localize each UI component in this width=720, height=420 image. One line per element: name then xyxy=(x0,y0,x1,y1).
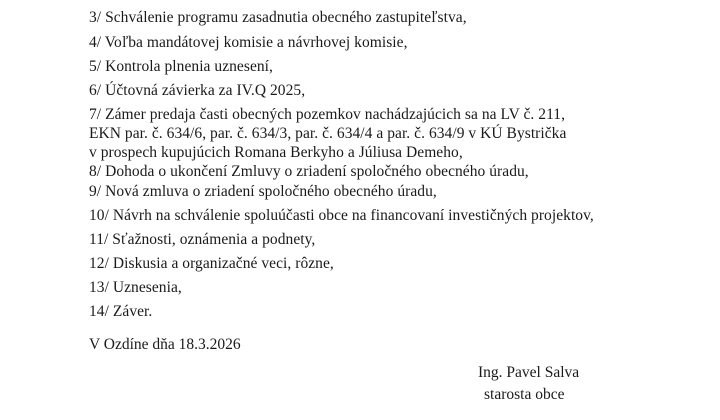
agenda-item-8: 8/ Dohoda o ukončení Zmluvy o zriadení spoločného obecného úradu, xyxy=(89,163,529,180)
agenda-item-12: 12/ Diskusia a organizačné veci, rôzne, xyxy=(89,255,334,272)
agenda-item-7-continued: EKN par. č. 634/6, par. č. 634/3, par. č. 634/4 a par. č. 634/9 v KÚ Bystrička xyxy=(89,125,567,142)
signatory-name: Ing. Pavel Salva xyxy=(478,364,580,381)
agenda-item-5: 5/ Kontrola plnenia uznesení, xyxy=(89,58,273,75)
signatory-role: starosta obce xyxy=(484,386,565,403)
agenda-item-14: 14/ Záver. xyxy=(89,303,153,320)
agenda-item-10: 10/ Návrh na schválenie spoluúčasti obce na financovaní investičných projektov, xyxy=(89,207,594,224)
agenda-item-11: 11/ Sťažnosti, oznámenia a podnety, xyxy=(89,231,316,248)
agenda-item-13: 13/ Uznesenia, xyxy=(89,279,182,296)
agenda-item-7-continued-2: v prospech kupujúcich Romana Berkyho a Júliusa Demeho, xyxy=(89,144,463,161)
agenda-item-6: 6/ Účtovná závierka za IV.Q 2025, xyxy=(89,82,306,99)
agenda-item-4: 4/ Voľba mandátovej komisie a návrhovej komisie, xyxy=(89,34,408,51)
agenda-item-3: 3/ Schválenie programu zasadnutia obecného zastupiteľstva, xyxy=(89,9,467,26)
agenda-item-7: 7/ Zámer predaja časti obecných pozemkov nachádzajúcich sa na LV č. 211, xyxy=(89,106,566,123)
place-and-date: V Ozdíne dňa 18.3.2026 xyxy=(89,336,241,353)
agenda-item-9: 9/ Nová zmluva o zriadení spoločného obecného úradu, xyxy=(89,183,437,200)
